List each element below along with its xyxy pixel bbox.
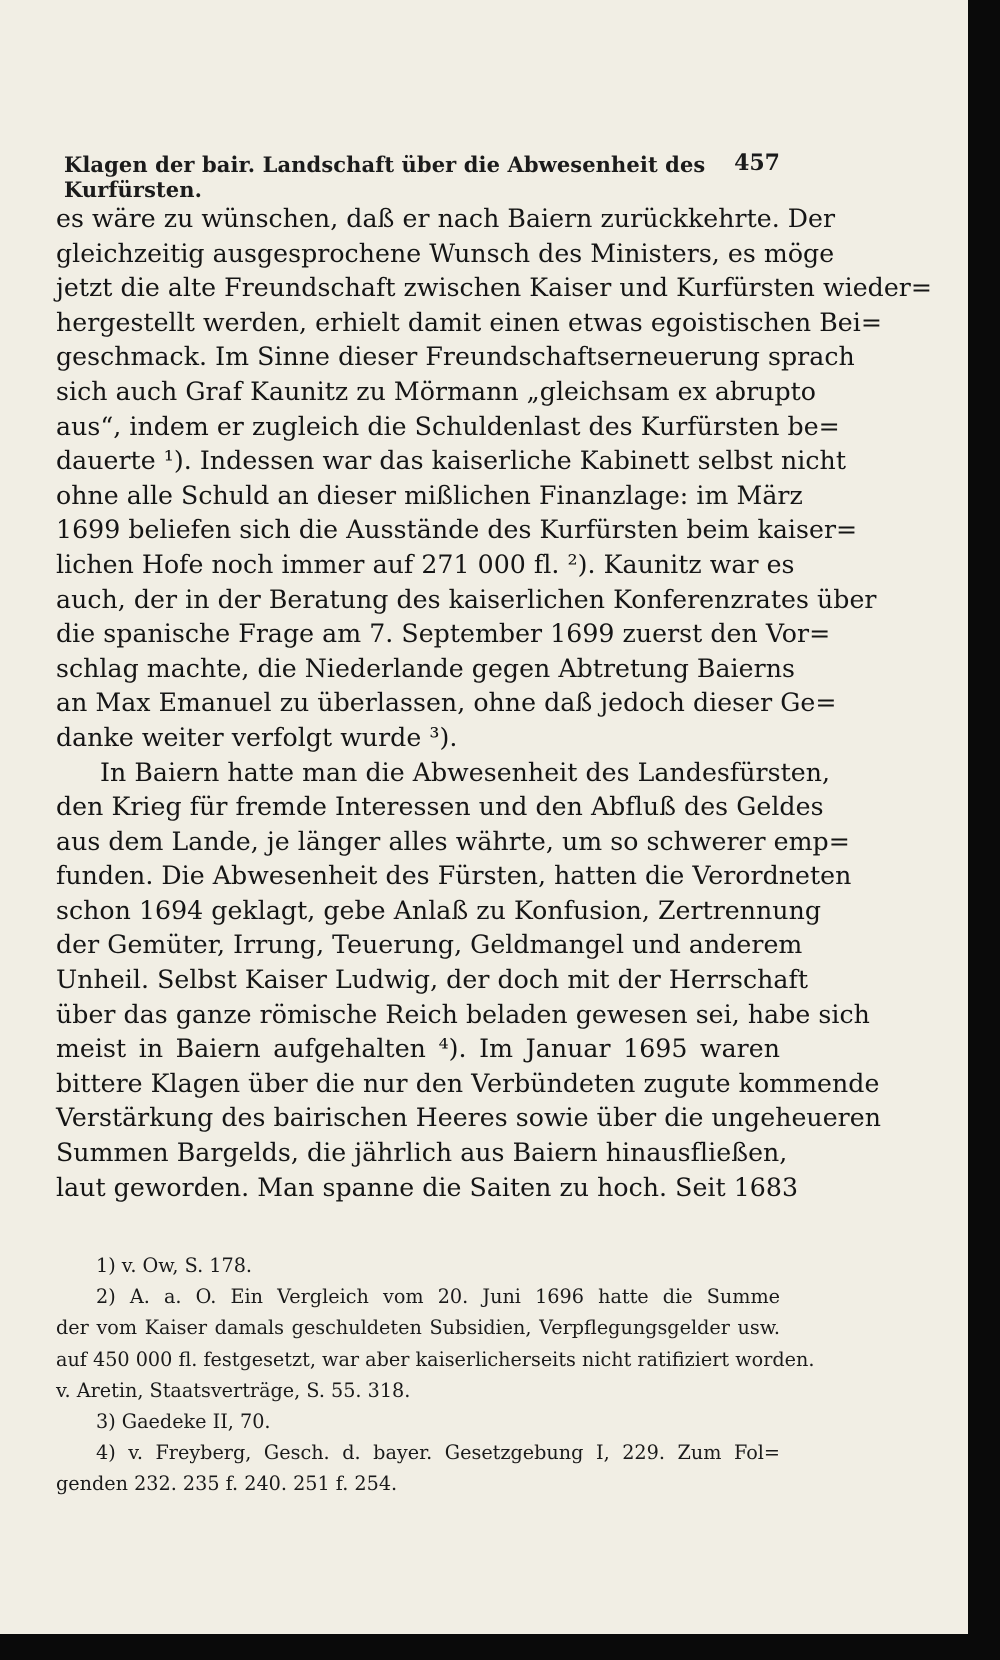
footnote-4: 4) v. Freyberg, Gesch. d. bayer. Gesetzgebung I, 229. Zum Fol=: [96, 1441, 780, 1465]
text-line: jetzt die alte Freundschaft zwischen Kaiser und Kurfürsten wieder=: [56, 273, 933, 303]
text-line: Unheil. Selbst Kaiser Ludwig, der doch mit der Herrschaft: [56, 965, 809, 995]
text-line: den Krieg für fremde Interessen und den Abfluß des Geldes: [56, 792, 824, 822]
footnote-line: auf 450 000 fl. festgesetzt, war aber kaiserlicherseits nicht ratifiziert worden.: [56, 1347, 815, 1371]
text-line: es wäre zu wünschen, daß er nach Baiern zurückkehrte. Der: [56, 204, 836, 233]
footnote-3: 3) Gaedeke II, 70.: [96, 1409, 271, 1433]
text-line: dauerte ¹). Indessen war das kaiserliche Kabinett selbst nicht: [56, 446, 846, 476]
footnote-line: v. Aretin, Staatsverträge, S. 55. 318.: [56, 1378, 411, 1402]
footnotes: [56, 1250, 815, 1500]
text-line: an Max Emanuel zu überlassen, ohne daß jedoch dieser Ge=: [56, 688, 837, 718]
text-line: 1699 beliefen sich die Ausstände des Kurfürsten beim kaiser=: [56, 515, 858, 545]
footnote-line: genden 232. 235 f. 240. 251 f. 254.: [56, 1472, 398, 1496]
footnote-2: 2) A. a. O. Ein Vergleich vom 20. Juni 1696 hatte die Summe: [96, 1285, 780, 1309]
text-line: Verstärkung des bairischen Heeres sowie über die ungeheueren: [56, 1103, 881, 1133]
running-header: [58, 148, 780, 202]
running-title: Klagen der bair. Landschaft über die Abwesenheit des Kurfürsten.: [64, 152, 706, 202]
text-line: geschmack. Im Sinne dieser Freundschaftserneuerung sprach: [56, 342, 855, 372]
text-line: danke weiter verfolgt wurde ³).: [56, 722, 458, 752]
text-line: hergestellt werden, erhielt damit einen etwas egoistischen Bei=: [56, 307, 882, 337]
scan-border-right: [968, 0, 1000, 1660]
text-line: schlag machte, die Niederlande gegen Abtretung Baierns: [56, 653, 795, 683]
text-line: In Baiern hatte man die Abwesenheit des Landesfürsten,: [100, 757, 831, 787]
text-line: bittere Klagen über die nur den Verbündeten zugute kommende: [56, 1068, 880, 1098]
text-line: die spanische Frage am 7. September 1699 zuerst den Vor=: [56, 619, 831, 649]
text-line: auch, der in der Beratung des kaiserlichen Konferenzrates über: [56, 584, 877, 614]
footnote-1: 1) v. Ow, S. 178.: [96, 1254, 253, 1277]
text-line: meist in Baiern aufgehalten ⁴). Im Januar 1695 waren: [56, 1034, 780, 1064]
text-line: Summen Bargelds, die jährlich aus Baiern hinausfließen,: [56, 1138, 788, 1168]
text-line: über das ganze römische Reich beladen gewesen sei, habe sich: [56, 999, 870, 1029]
page-number: 457: [734, 150, 780, 176]
text-line: sich auch Graf Kaunitz zu Mörmann „gleichsam ex abrupto: [56, 376, 816, 406]
text-line: funden. Die Abwesenheit des Fürsten, hatten die Verordneten: [56, 861, 852, 891]
text-line: aus“, indem er zugleich die Schuldenlast des Kurfürsten be=: [56, 411, 840, 441]
text-line: der Gemüter, Irrung, Teuerung, Geldmangel und anderem: [56, 930, 803, 960]
scan-border-bottom: [0, 1634, 1000, 1660]
text-line: aus dem Lande, je länger alles währte, um so schwerer emp=: [56, 826, 850, 856]
footnote-line: der vom Kaiser damals geschuldeten Subsidien, Verpflegungsgelder usw.: [56, 1316, 780, 1340]
text-line: schon 1694 geklagt, gebe Anlaß zu Konfusion, Zertrennung: [56, 895, 822, 925]
main-text: [56, 202, 933, 1205]
text-line: ohne alle Schuld an dieser mißlichen Finanzlage: im März: [56, 480, 803, 510]
text-line: lichen Hofe noch immer auf 271 000 fl. ²). Kaunitz war es: [56, 549, 795, 579]
text-line: laut geworden. Man spanne die Saiten zu hoch. Seit 1683: [56, 1172, 799, 1202]
text-line: gleichzeitig ausgesprochene Wunsch des Ministers, es möge: [56, 238, 835, 268]
